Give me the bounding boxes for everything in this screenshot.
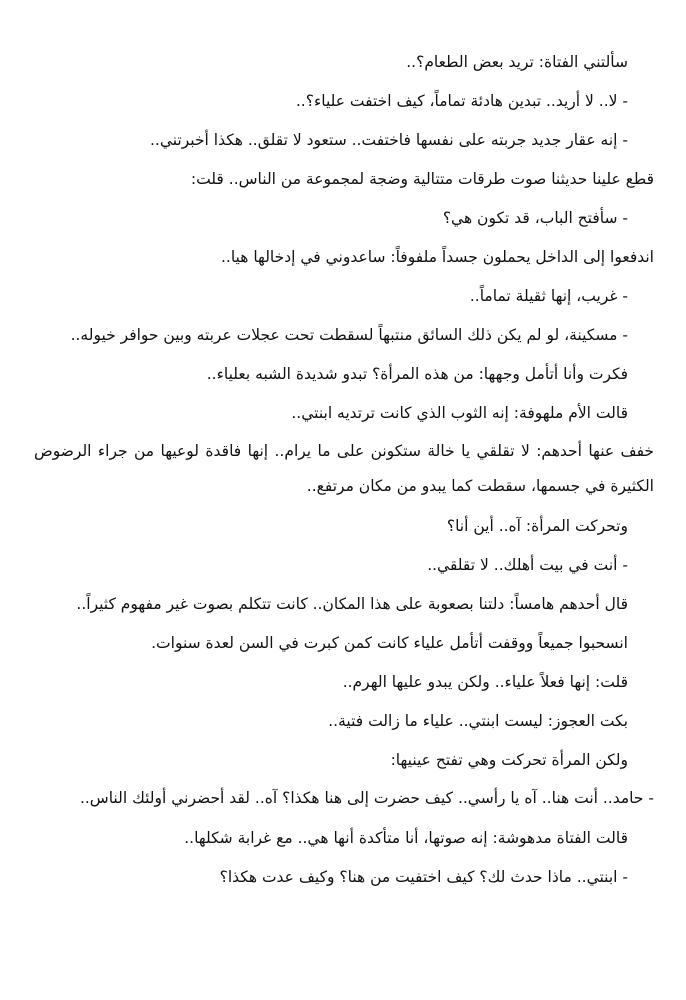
paragraph: قلت: إنها فعلاً علياء.. ولكن يبدو عليها الهرم.. bbox=[342, 673, 628, 691]
paragraph: فكرت وأنا أتأمل وجهها: من هذه المرأة؟ تبدو شديدة الشبه بعلياء.. bbox=[206, 365, 628, 383]
paragraph: قال أحدهم هامساً: دلتنا بصعوبة على هذا المكان.. كانت تتكلم بصوت غير مفهوم كثيراً.. bbox=[76, 595, 628, 613]
paragraph: وتحركت المرأة: آه.. أين أنا؟ bbox=[446, 517, 628, 535]
paragraph: - حامد.. أنت هنا.. آه يا رأسي.. كيف حضرت إلى هنا هكذا؟ آه.. لقد أحضرني أولئك الناس.. bbox=[79, 789, 654, 807]
paragraph: سألتني الفتاة: تريد بعض الطعام؟.. bbox=[406, 53, 628, 71]
paragraph: بكت العجوز: ليست ابنتي.. علياء ما زالت فتية.. bbox=[328, 712, 628, 730]
document-page bbox=[34, 44, 654, 898]
paragraph: خفف عنها أحدهم: لا تقلقي يا خالة ستكونن على ما يرام.. إنها فاقدة لوعيها من جراء الرضوض الكثيرة في جسمها، سقطت كما يبدو من مكان مرتفع.. bbox=[34, 442, 654, 495]
paragraph: - إنه عقار جديد جربته على نفسها فاختفت.. ستعود لا تقلق.. هكذا أخبرتني.. bbox=[149, 131, 628, 149]
paragraph: قالت الأم ملهوفة: إنه الثوب الذي كانت ترتديه ابنتي.. bbox=[291, 404, 628, 422]
paragraph: اندفعوا إلى الداخل يحملون جسداً ملفوفاً: ساعدوني في إدخالها هيا.. bbox=[220, 248, 654, 266]
paragraph: - سأفتح الباب، قد تكون هي؟ bbox=[442, 209, 628, 227]
paragraph: - مسكينة، لو لم يكن ذلك السائق منتبهاً لسقطت تحت عجلات عربته وبين حوافر خيوله.. bbox=[70, 326, 628, 344]
paragraph: ولكن المرأة تحركت وهي تفتح عينيها: bbox=[390, 751, 628, 769]
paragraph: قطع علينا حديثنا صوت طرقات متتالية وضجة لمجموعة من الناس.. قلت: bbox=[190, 170, 654, 188]
paragraph: قالت الفتاة مدهوشة: إنه صوتها، أنا متأكدة أنها هي.. مع غرابة شكلها.. bbox=[184, 829, 628, 847]
paragraph: انسحبوا جميعاً ووقفت أتأمل علياء كانت كمن كبرت في السن لعدة سنوات. bbox=[151, 634, 628, 652]
paragraph: - أنت في بيت أهلك.. لا تقلقي.. bbox=[427, 556, 628, 574]
paragraph: - لا.. لا أريد.. تبدين هادئة تماماً، كيف اختفت علياء؟.. bbox=[295, 92, 628, 110]
paragraph: - غريب، إنها ثقيلة تماماً.. bbox=[469, 287, 628, 305]
paragraph: - ابنتي.. ماذا حدث لك؟ كيف اختفيت من هنا؟ وكيف عدت هكذا؟ bbox=[219, 868, 628, 886]
